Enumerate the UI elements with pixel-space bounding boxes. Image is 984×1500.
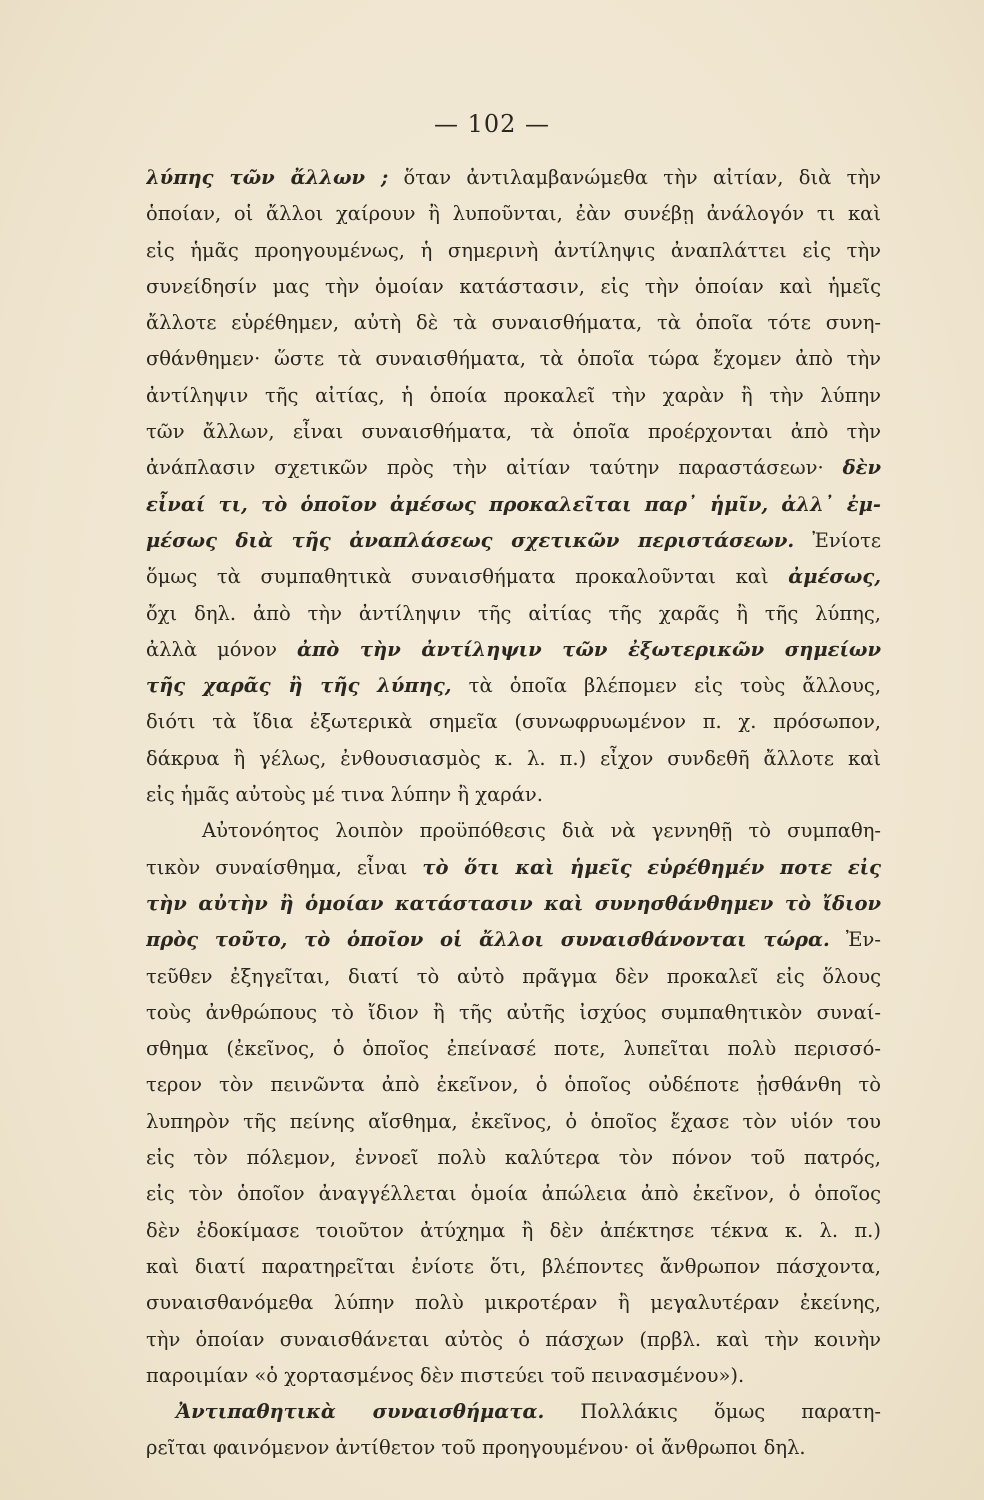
text-line — [146, 596, 881, 632]
page-number: — 102 — — [433, 110, 551, 138]
text-line — [146, 668, 881, 704]
emphasized-text: μέσως διὰ τῆς ἀναπλάσεως σχετικῶν περιστάσεων. — [146, 528, 795, 552]
text-run: ἀντίληψιν τῆς αἰτίας, ἡ ὁποία προκαλεῖ τὴν χαρὰν ἢ τὴν λύπην — [146, 383, 881, 407]
text-run: δὲν ἐδοκίμασε τοιοῦτον ἀτύχημα ἢ δὲν ἀπέκτησε τέκνα κ. λ. π.) — [146, 1218, 881, 1242]
text-run: σθημα (ἐκεῖνος, ὁ ὁποῖος ἐπείνασέ ποτε, λυπεῖται πολὺ περισσό- — [146, 1037, 881, 1061]
text-line — [146, 741, 881, 777]
text-run: ρεῖται φαινόμενον ἀντίθετον τοῦ προηγουμένου· οἱ ἄνθρωποι δηλ. — [146, 1436, 806, 1460]
text-line — [146, 1249, 881, 1285]
text-line — [146, 378, 881, 414]
text-line — [146, 305, 881, 341]
text-line — [146, 1176, 881, 1212]
text-line — [146, 269, 881, 305]
text-run: συνείδησίν μας τὴν ὁμοίαν κατάστασιν, εἰς τὴν ὁποίαν καὶ ἡμεῖς — [146, 274, 881, 298]
text-run: εἰς τὸν ὁποῖον ἀναγγέλλεται ὁμοία ἀπώλεια ἀπὸ ἐκεῖνον, ὁ ὁποῖος — [146, 1182, 881, 1206]
text-run: ὁποίαν, οἱ ἄλλοι χαίρουν ἢ λυποῦνται, ἐὰν συνέβῃ ἀνάλογόν τι καὶ — [146, 202, 881, 226]
text-line — [146, 922, 881, 958]
text-run: ὅταν ἀντιλαμβανώμεθα τὴν αἰτίαν, διὰ τὴν — [388, 166, 881, 189]
text-line — [146, 450, 881, 486]
text-run: παροιμίαν «ὁ χορτασμένος δὲν πιστεύει τοῦ πεινασμένου»). — [146, 1363, 745, 1387]
text-line — [146, 487, 881, 523]
text-run: λυπηρὸν τῆς πείνης αἴσθημα, ἐκεῖνος, ὁ ὁποῖος ἔχασε τὸν υἱόν του — [146, 1109, 881, 1133]
text-run: Ἐν- — [829, 928, 881, 952]
text-line — [146, 813, 881, 849]
text-run: διότι τὰ ἴδια ἐξωτερικὰ σημεῖα (συνωφρυωμένον π. χ. πρόσωπον, — [146, 710, 881, 734]
emphasized-text: δὲν — [842, 456, 881, 480]
emphasized-text: ἀπὸ τὴν ἀντίληψιν τῶν ἐξωτερικῶν σημείων — [296, 637, 881, 661]
text-line — [146, 1067, 881, 1103]
emphasized-text: πρὸς τοῦτο, τὸ ὁποῖον οἱ ἄλλοι συναισθάνονται τώρα. — [146, 928, 830, 952]
body-text — [146, 160, 881, 1467]
emphasized-text: τὴν αὐτὴν ἢ ὁμοίαν κατάστασιν καὶ συνησθάνθημεν τὸ ἴδιον — [146, 891, 881, 915]
text-run: καὶ διατί παρατηρεῖται ἐνίοτε ὅτι, βλέποντες ἄνθρωπον πάσχοντα, — [146, 1254, 881, 1278]
text-line — [146, 196, 881, 232]
text-run: τὰ ὁποῖα βλέπομεν εἰς τοὺς ἄλλους, — [451, 674, 881, 698]
text-line — [146, 1213, 881, 1249]
text-run: Πολλάκις ὅμως παρατη- — [544, 1400, 881, 1424]
text-run: δάκρυα ἢ γέλως, ἐνθουσιασμὸς κ. λ. π.) εἶχον συνδεθῆ ἄλλοτε καὶ — [146, 746, 881, 770]
text-run: εἰς ἡμᾶς αὐτοὺς μέ τινα λύπην ἢ χαράν. — [146, 783, 543, 807]
text-line — [146, 1394, 881, 1430]
text-run: Αὐτονόητος λοιπὸν προϋπόθεσις διὰ νὰ γεννηθῇ τὸ συμπαθη- — [202, 819, 881, 843]
text-line — [146, 995, 881, 1031]
emphasized-text: λύπης τῶν ἄλλων ; — [146, 166, 389, 189]
text-run: Ἐνίοτε — [794, 528, 881, 552]
text-line — [146, 1322, 881, 1358]
text-run: εἰς ἡμᾶς προηγουμένως, ἡ σημερινὴ ἀντίληψις ἀναπλάττει εἰς τὴν — [146, 238, 881, 262]
text-line — [146, 1031, 881, 1067]
text-run: ὄχι δηλ. ἀπὸ τὴν ἀντίληψιν τῆς αἰτίας τῆς χαρᾶς ἢ τῆς λύπης, — [146, 601, 881, 625]
text-run: τὴν ὁποίαν συναισθάνεται αὐτὸς ὁ πάσχων (πρβλ. καὶ τὴν κοινὴν — [146, 1327, 881, 1351]
text-line — [146, 1358, 881, 1394]
emphasized-text: τὸ ὅτι καὶ ἡμεῖς εὑρέθημέν ποτε εἰς — [422, 855, 881, 879]
text-run: τερον τὸν πεινῶντα ἀπὸ ἐκεῖνον, ὁ ὁποῖος οὐδέποτε ᾐσθάνθη τὸ — [146, 1073, 881, 1097]
text-line — [146, 414, 881, 450]
text-line — [146, 523, 881, 559]
emphasized-text: Ἀντιπαθητικὰ συναισθήματα. — [176, 1400, 545, 1424]
text-line — [146, 1430, 881, 1466]
text-line — [146, 1104, 881, 1140]
text-line — [146, 632, 881, 668]
text-line — [146, 341, 881, 377]
text-line — [146, 886, 881, 922]
emphasized-text: ἀμέσως, — [788, 565, 881, 589]
emphasized-text: εἶναί τι, τὸ ὁποῖον ἀμέσως προκαλεῖται παρ᾽ ἡμῖν, ἀλλ᾽ ἐμ- — [146, 492, 881, 516]
text-run: τοὺς ἀνθρώπους τὸ ἴδιον ἢ τῆς αὐτῆς ἰσχύος συμπαθητικὸν συναί- — [146, 1000, 881, 1024]
text-run: εἰς τὸν πόλεμον, ἐννοεῖ πολὺ καλύτερα τὸν πόνον τοῦ πατρός, — [146, 1146, 881, 1170]
text-run: τεῦθεν ἐξηγεῖται, διατί τὸ αὐτὸ πρᾶγμα δὲν προκαλεῖ εἰς ὅλους — [146, 964, 881, 988]
text-line — [146, 777, 881, 813]
text-line — [146, 1140, 881, 1176]
text-run: συναισθανόμεθα λύπην πολὺ μικροτέραν ἢ μεγαλυτέραν ἐκείνης, — [146, 1291, 881, 1315]
emphasized-text: τῆς χαρᾶς ἢ τῆς λύπης, — [146, 674, 452, 698]
text-run: ἄλλοτε εὑρέθημεν, αὐτὴ δὲ τὰ συναισθήματα, τὰ ὁποῖα τότε συνη- — [146, 311, 881, 335]
text-run: ἀνάπλασιν σχετικῶν πρὸς τὴν αἰτίαν ταύτην παραστάσεων· — [146, 456, 843, 480]
text-line — [146, 850, 881, 886]
text-run: τικὸν συναίσθημα, εἶναι — [146, 855, 423, 879]
text-line — [146, 959, 881, 995]
text-line — [146, 233, 881, 269]
text-line — [146, 704, 881, 740]
text-run: ἀλλὰ μόνον — [146, 637, 297, 661]
text-line — [146, 1285, 881, 1321]
text-run: τῶν ἄλλων, εἶναι συναισθήματα, τὰ ὁποῖα προέρχονται ἀπὸ τὴν — [146, 420, 881, 444]
text-run: σθάνθημεν· ὥστε τὰ συναισθήματα, τὰ ὁποῖα τώρα ἔχομεν ἀπὸ τὴν — [146, 347, 881, 371]
text-line — [146, 160, 881, 196]
text-run: ὅμως τὰ συμπαθητικὰ συναισθήματα προκαλοῦνται καὶ — [146, 565, 789, 589]
text-line — [146, 559, 881, 595]
